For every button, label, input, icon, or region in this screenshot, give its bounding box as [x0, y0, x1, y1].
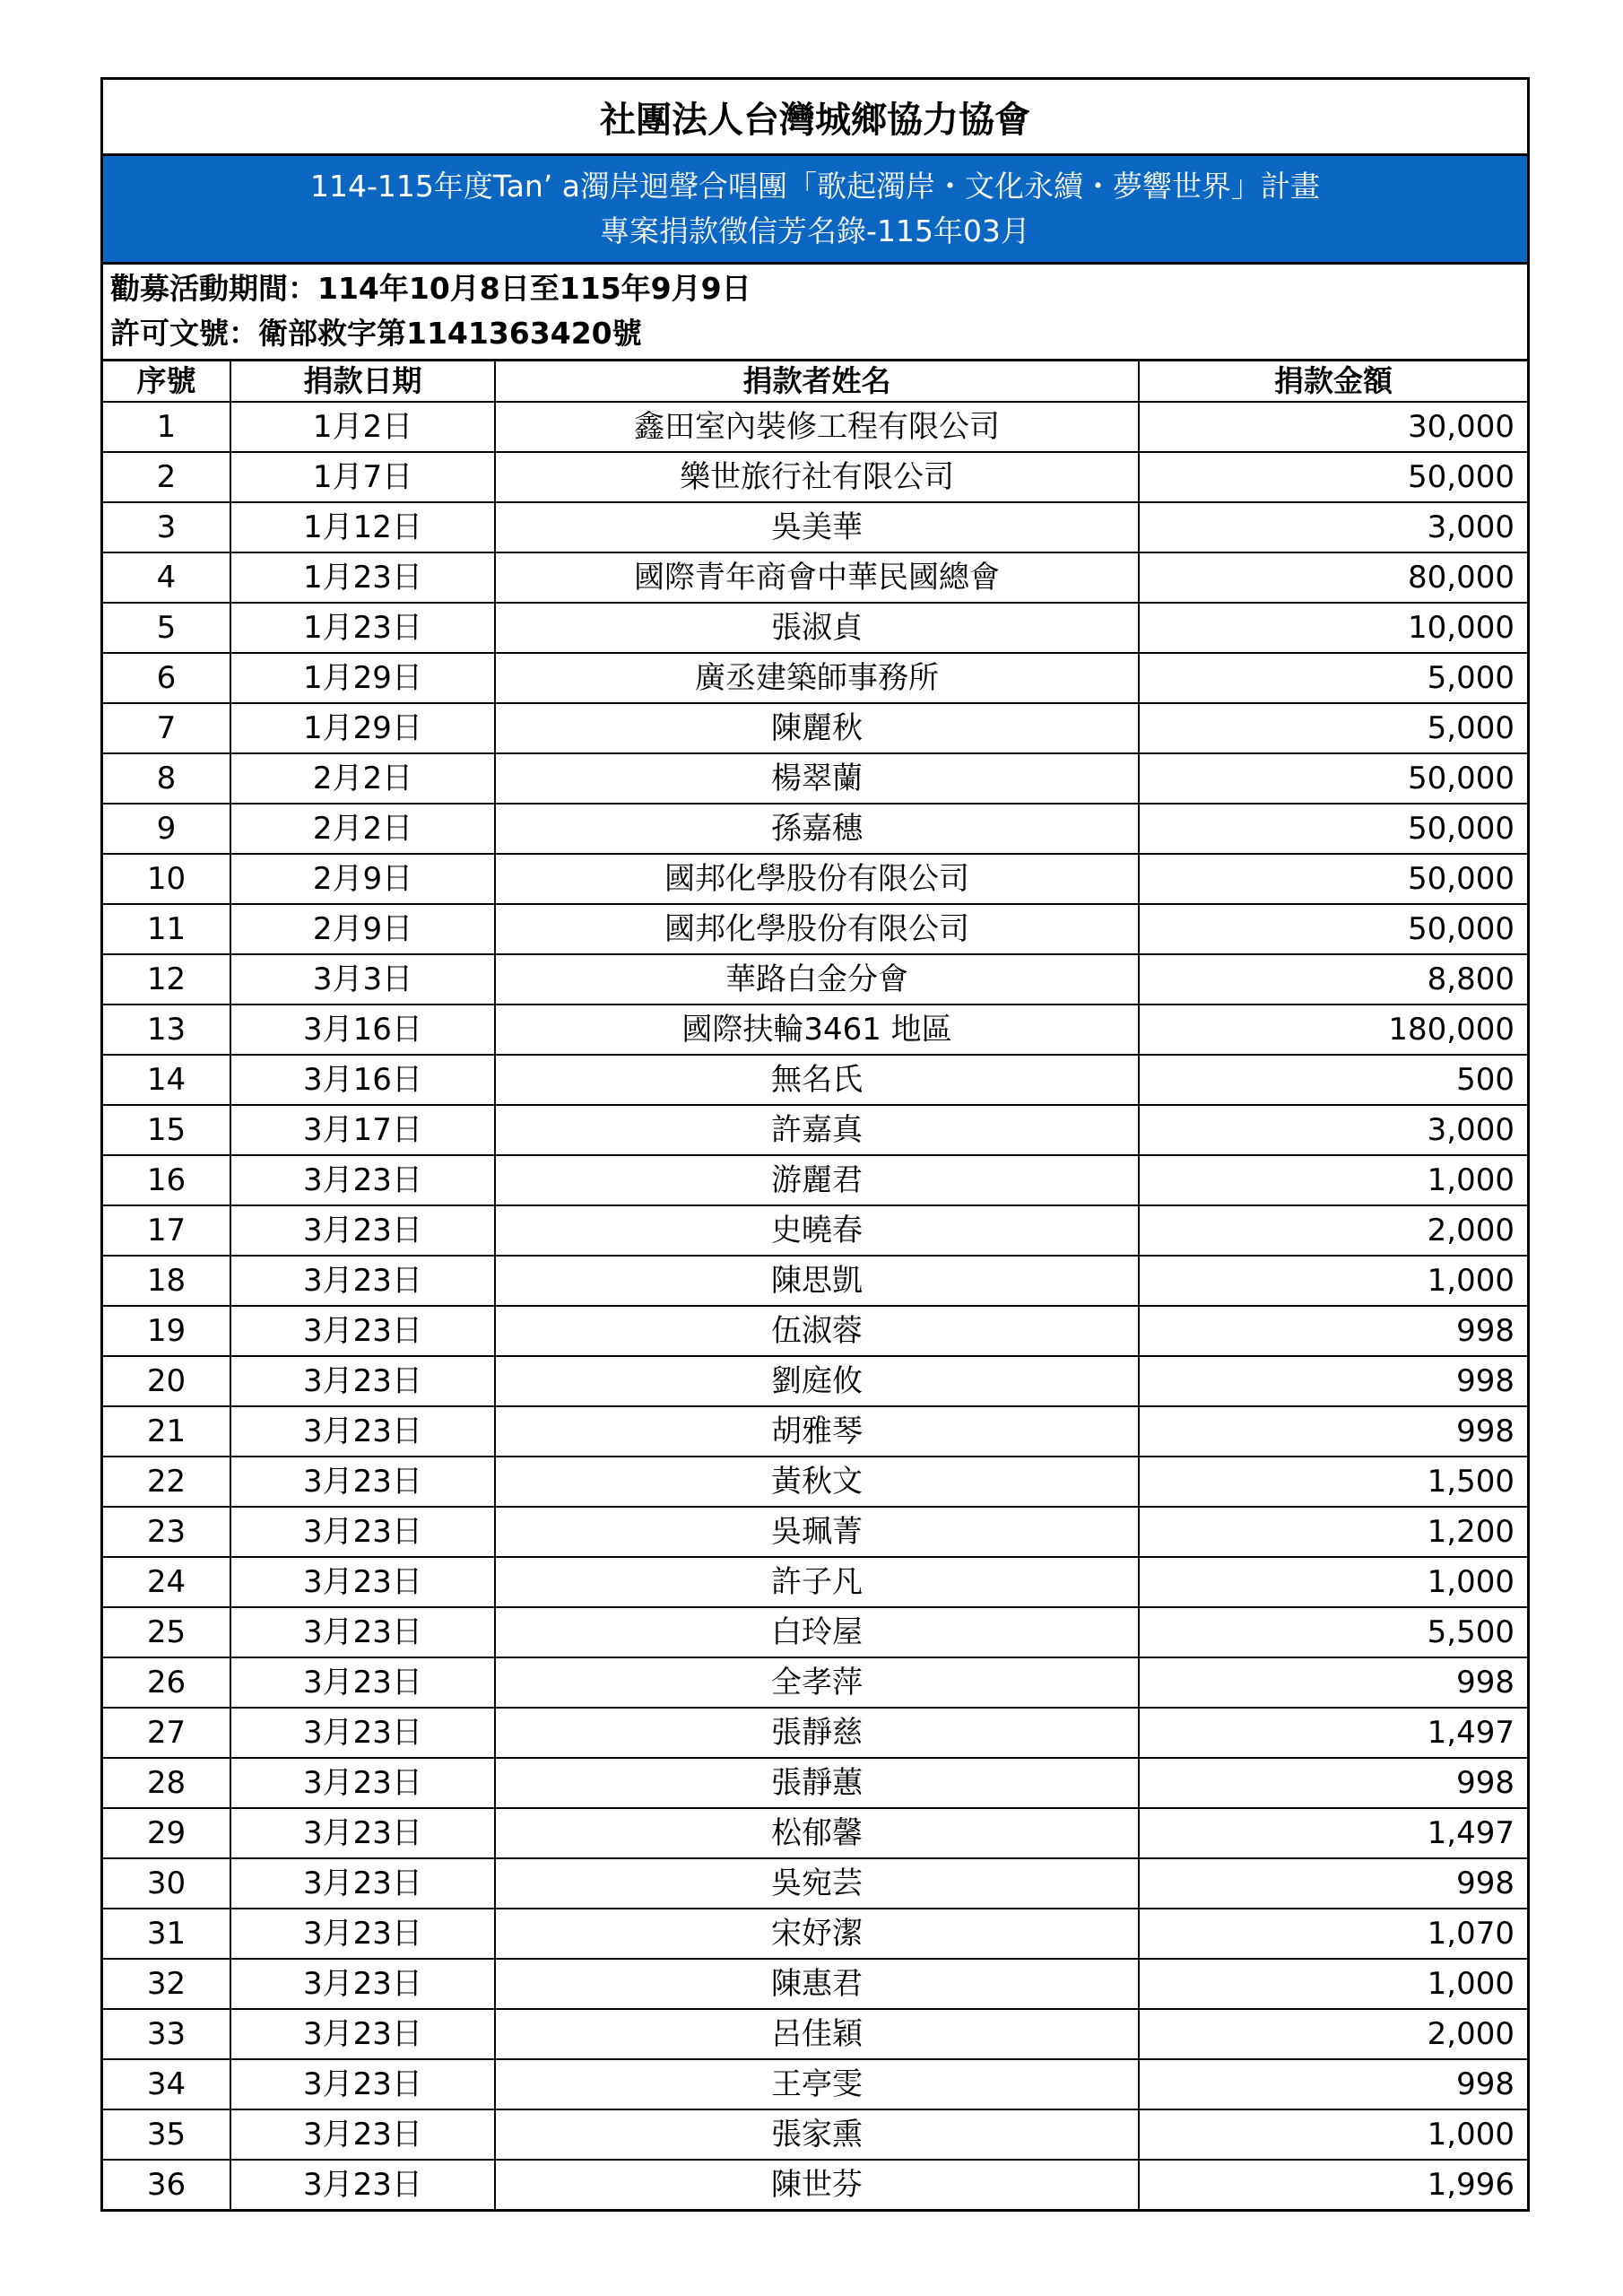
- date-cell: 3月16日: [230, 1055, 495, 1105]
- amount-cell: 50,000: [1139, 854, 1527, 904]
- serial-cell: 19: [103, 1306, 230, 1356]
- date-cell: 3月23日: [230, 1808, 495, 1858]
- header-donor: 捐款者姓名: [495, 361, 1139, 402]
- serial-cell: 11: [103, 904, 230, 954]
- table-row: [103, 552, 1527, 603]
- donor-name-cell: 劉庭攸: [495, 1356, 1139, 1406]
- amount-cell: 8,800: [1139, 954, 1527, 1004]
- donor-name-cell: 許子凡: [495, 1557, 1139, 1607]
- date-cell: 3月23日: [230, 1607, 495, 1657]
- table-row: [103, 1256, 1527, 1306]
- permit-number: 許可文號：衛部救字第1141363420號: [110, 316, 642, 351]
- table-row: [103, 1406, 1527, 1457]
- amount-cell: 50,000: [1139, 452, 1527, 502]
- date-cell: 3月23日: [230, 1155, 495, 1205]
- date-cell: 3月16日: [230, 1004, 495, 1055]
- serial-cell: 13: [103, 1004, 230, 1055]
- serial-cell: 2: [103, 452, 230, 502]
- amount-cell: 998: [1139, 1858, 1527, 1909]
- donor-name-cell: 鑫田室內裝修工程有限公司: [495, 402, 1139, 452]
- serial-cell: 20: [103, 1356, 230, 1406]
- amount-cell: 5,000: [1139, 703, 1527, 753]
- date-cell: 3月23日: [230, 1909, 495, 1959]
- donor-name-cell: 廣丞建築師事務所: [495, 653, 1139, 703]
- amount-cell: 2,000: [1139, 1205, 1527, 1256]
- amount-cell: 50,000: [1139, 753, 1527, 804]
- serial-cell: 3: [103, 502, 230, 552]
- date-cell: 1月23日: [230, 603, 495, 653]
- serial-cell: 22: [103, 1457, 230, 1507]
- serial-cell: 14: [103, 1055, 230, 1105]
- serial-cell: 26: [103, 1657, 230, 1708]
- table-row: [103, 1858, 1527, 1909]
- table-row: [103, 1657, 1527, 1708]
- donor-name-cell: 陳麗秋: [495, 703, 1139, 753]
- donor-name-cell: 白玲屋: [495, 1607, 1139, 1657]
- serial-cell: 27: [103, 1708, 230, 1758]
- donor-name-cell: 張靜慈: [495, 1708, 1139, 1758]
- amount-cell: 2,000: [1139, 2009, 1527, 2059]
- amount-cell: 998: [1139, 1406, 1527, 1457]
- donation-table: [103, 361, 1527, 2209]
- header-amount: 捐款金額: [1139, 361, 1527, 402]
- serial-cell: 35: [103, 2109, 230, 2160]
- amount-cell: 30,000: [1139, 402, 1527, 452]
- serial-cell: 10: [103, 854, 230, 904]
- date-cell: 3月23日: [230, 1457, 495, 1507]
- project-banner: [103, 156, 1527, 265]
- table-row: [103, 653, 1527, 703]
- amount-cell: 1,996: [1427, 2167, 1515, 2203]
- amount-cell: 998: [1139, 2059, 1527, 2109]
- date-cell: 3月23日: [230, 1507, 495, 1557]
- organization-title: 社團法人台灣城鄉協力協會: [103, 80, 1527, 156]
- table-row: [103, 2160, 1527, 2209]
- table-row: [103, 1607, 1527, 1657]
- donor-name-cell: 全孝萍: [495, 1657, 1139, 1708]
- table-row: [103, 703, 1527, 753]
- donor-name-cell: 國際青年商會中華民國總會: [495, 552, 1139, 603]
- table-row: [103, 1205, 1527, 1256]
- project-title: 114-115年度Tan’ a濁岸迴聲合唱團「歌起濁岸・文化永續・夢響世界」計畫: [310, 169, 1320, 204]
- serial-cell: 9: [103, 804, 230, 854]
- serial-cell: 17: [103, 1205, 230, 1256]
- table-row: [103, 1708, 1527, 1758]
- table-row: [103, 1457, 1527, 1507]
- date-cell: 3月23日: [230, 1356, 495, 1406]
- amount-cell: 998: [1139, 1657, 1527, 1708]
- table-row: [103, 1507, 1527, 1557]
- serial-cell: 23: [103, 1507, 230, 1557]
- table-row: [103, 1808, 1527, 1858]
- donor-name-cell: 胡雅琴: [495, 1406, 1139, 1457]
- table-row: [103, 2109, 1527, 2160]
- amount-cell: 3,000: [1139, 502, 1527, 552]
- date-cell: 3月23日: [230, 2160, 495, 2209]
- donor-name-cell: 陳惠君: [495, 1959, 1139, 2009]
- amount-cell: 1,000: [1139, 2109, 1527, 2160]
- date-cell: 2月2日: [230, 753, 495, 804]
- table-row: [103, 1909, 1527, 1959]
- serial-cell: 6: [103, 653, 230, 703]
- amount-cell: 1,497: [1139, 1708, 1527, 1758]
- amount-cell: 1,070: [1139, 1909, 1527, 1959]
- table-row: [103, 502, 1527, 552]
- serial-cell: 29: [103, 1808, 230, 1858]
- serial-cell: 24: [103, 1557, 230, 1607]
- serial-cell: 34: [103, 2059, 230, 2109]
- date-cell: 1月23日: [230, 552, 495, 603]
- date-cell: 1月7日: [230, 452, 495, 502]
- date-cell: 3月23日: [230, 1657, 495, 1708]
- serial-cell: 12: [103, 954, 230, 1004]
- serial-cell: 18: [103, 1256, 230, 1306]
- serial-cell: 1: [103, 402, 230, 452]
- donor-name-cell: 國邦化學股份有限公司: [495, 904, 1139, 954]
- donor-name-cell: 黃秋文: [495, 1457, 1139, 1507]
- amount-cell: 10,000: [1139, 603, 1527, 653]
- amount-cell: 998: [1139, 1356, 1527, 1406]
- date-cell: 2月2日: [230, 804, 495, 854]
- donor-name-cell: 張靜蕙: [495, 1758, 1139, 1808]
- donor-name-cell: 華路白金分會: [495, 954, 1139, 1004]
- table-row: [103, 1306, 1527, 1356]
- amount-cell: 180,000: [1139, 1004, 1527, 1055]
- donation-sheet: [100, 77, 1530, 2212]
- date-cell: 3月23日: [230, 1959, 495, 2009]
- date-cell: 3月23日: [230, 1256, 495, 1306]
- amount-cell: 1,500: [1139, 1457, 1527, 1507]
- record-subtitle: 專案捐款徵信芳名錄-115年03月: [600, 213, 1030, 248]
- donor-name-cell: 史曉春: [495, 1205, 1139, 1256]
- amount-cell: 1,000: [1139, 1256, 1527, 1306]
- amount-cell: 1,200: [1139, 1507, 1527, 1557]
- date-cell: 1月29日: [230, 703, 495, 753]
- donor-name-cell: 樂世旅行社有限公司: [495, 452, 1139, 502]
- amount-cell: 1,497: [1139, 1808, 1527, 1858]
- donor-name-cell: 國邦化學股份有限公司: [495, 854, 1139, 904]
- amount-cell: 5,500: [1139, 1607, 1527, 1657]
- date-cell: 3月23日: [230, 1406, 495, 1457]
- donor-name-cell: 無名氏: [495, 1055, 1139, 1105]
- campaign-info: [103, 265, 1527, 361]
- amount-cell: 1,000: [1139, 1557, 1527, 1607]
- serial-cell: 15: [103, 1105, 230, 1155]
- table-row: [103, 1155, 1527, 1205]
- serial-cell: 31: [103, 1909, 230, 1959]
- serial-cell: 32: [103, 1959, 230, 2009]
- serial-cell: 7: [103, 703, 230, 753]
- table-row: [103, 1758, 1527, 1808]
- amount-cell: 3,000: [1139, 1105, 1527, 1155]
- date-cell: 1月12日: [230, 502, 495, 552]
- amount-cell: 5,000: [1139, 653, 1527, 703]
- table-row: [103, 2059, 1527, 2109]
- amount-cell: 80,000: [1139, 552, 1527, 603]
- table-row: [103, 402, 1527, 452]
- date-cell: 1月2日: [230, 402, 495, 452]
- amount-cell: 500: [1139, 1055, 1527, 1105]
- table-row: [103, 753, 1527, 804]
- table-body: [103, 402, 1527, 2209]
- serial-cell: 16: [103, 1155, 230, 1205]
- table-row: [103, 904, 1527, 954]
- table-row: [103, 2009, 1527, 2059]
- donor-name-cell: 國際扶輪3461 地區: [495, 1004, 1139, 1055]
- donor-name-cell: 宋妤潔: [495, 1909, 1139, 1959]
- date-cell: 3月23日: [230, 1858, 495, 1909]
- date-cell: 3月23日: [230, 1557, 495, 1607]
- date-cell: 3月17日: [230, 1105, 495, 1155]
- date-cell: 3月23日: [230, 1306, 495, 1356]
- amount-cell: 998: [1139, 1758, 1527, 1808]
- donor-name-cell: 吳珮菁: [495, 1507, 1139, 1557]
- table-row: [103, 1105, 1527, 1155]
- donor-name-cell: 陳思凱: [495, 1256, 1139, 1306]
- serial-cell: 33: [103, 2009, 230, 2059]
- date-cell: 3月3日: [230, 954, 495, 1004]
- table-row: [103, 854, 1527, 904]
- amount-cell: 1,000: [1139, 1959, 1527, 2009]
- amount-cell: 50,000: [1139, 804, 1527, 854]
- donor-name-cell: 伍淑蓉: [495, 1306, 1139, 1356]
- date-cell: 3月23日: [230, 2109, 495, 2160]
- date-cell: 2月9日: [230, 904, 495, 954]
- amount-cell: 1,000: [1139, 1155, 1527, 1205]
- serial-cell: 5: [103, 603, 230, 653]
- donor-name-cell: 吳宛芸: [495, 1858, 1139, 1909]
- date-cell: 3月23日: [230, 1708, 495, 1758]
- serial-cell: 21: [103, 1406, 230, 1457]
- amount-cell: 50,000: [1139, 904, 1527, 954]
- table-row: [103, 1055, 1527, 1105]
- table-row: [103, 452, 1527, 502]
- serial-cell: 4: [103, 552, 230, 603]
- donor-name-cell: 游麗君: [495, 1155, 1139, 1205]
- serial-cell: 30: [103, 1858, 230, 1909]
- donor-name-cell: 陳世芬: [495, 2160, 1139, 2209]
- table-row: [103, 1004, 1527, 1055]
- donor-name-cell: 張淑貞: [495, 603, 1139, 653]
- date-cell: 3月23日: [230, 1205, 495, 1256]
- table-row: [103, 1959, 1527, 2009]
- donor-name-cell: 松郁馨: [495, 1808, 1139, 1858]
- date-cell: 3月23日: [230, 2059, 495, 2109]
- table-row: [103, 1356, 1527, 1406]
- date-cell: 1月29日: [230, 653, 495, 703]
- header-serial: 序號: [103, 361, 230, 402]
- serial-cell: 28: [103, 1758, 230, 1808]
- donor-name-cell: 孫嘉穗: [495, 804, 1139, 854]
- serial-cell: 36: [103, 2160, 230, 2209]
- donor-name-cell: 張家熏: [495, 2109, 1139, 2160]
- serial-cell: 8: [103, 753, 230, 804]
- table-row: [103, 1557, 1527, 1607]
- table-row: [103, 603, 1527, 653]
- header-date: 捐款日期: [230, 361, 495, 402]
- donor-name-cell: 許嘉真: [495, 1105, 1139, 1155]
- donor-name-cell: 吳美華: [495, 502, 1139, 552]
- table-header-row: [103, 361, 1527, 402]
- table-row: [103, 954, 1527, 1004]
- table-row: [103, 804, 1527, 854]
- donor-name-cell: 王亭雯: [495, 2059, 1139, 2109]
- date-cell: 2月9日: [230, 854, 495, 904]
- serial-cell: 25: [103, 1607, 230, 1657]
- donor-name-cell: 楊翠蘭: [495, 753, 1139, 804]
- donor-name-cell: 呂佳穎: [495, 2009, 1139, 2059]
- date-cell: 3月23日: [230, 2009, 495, 2059]
- campaign-period: 勸募活動期間：114年10月8日至115年9月9日: [110, 271, 751, 306]
- amount-cell: 998: [1139, 1306, 1527, 1356]
- date-cell: 3月23日: [230, 1758, 495, 1808]
